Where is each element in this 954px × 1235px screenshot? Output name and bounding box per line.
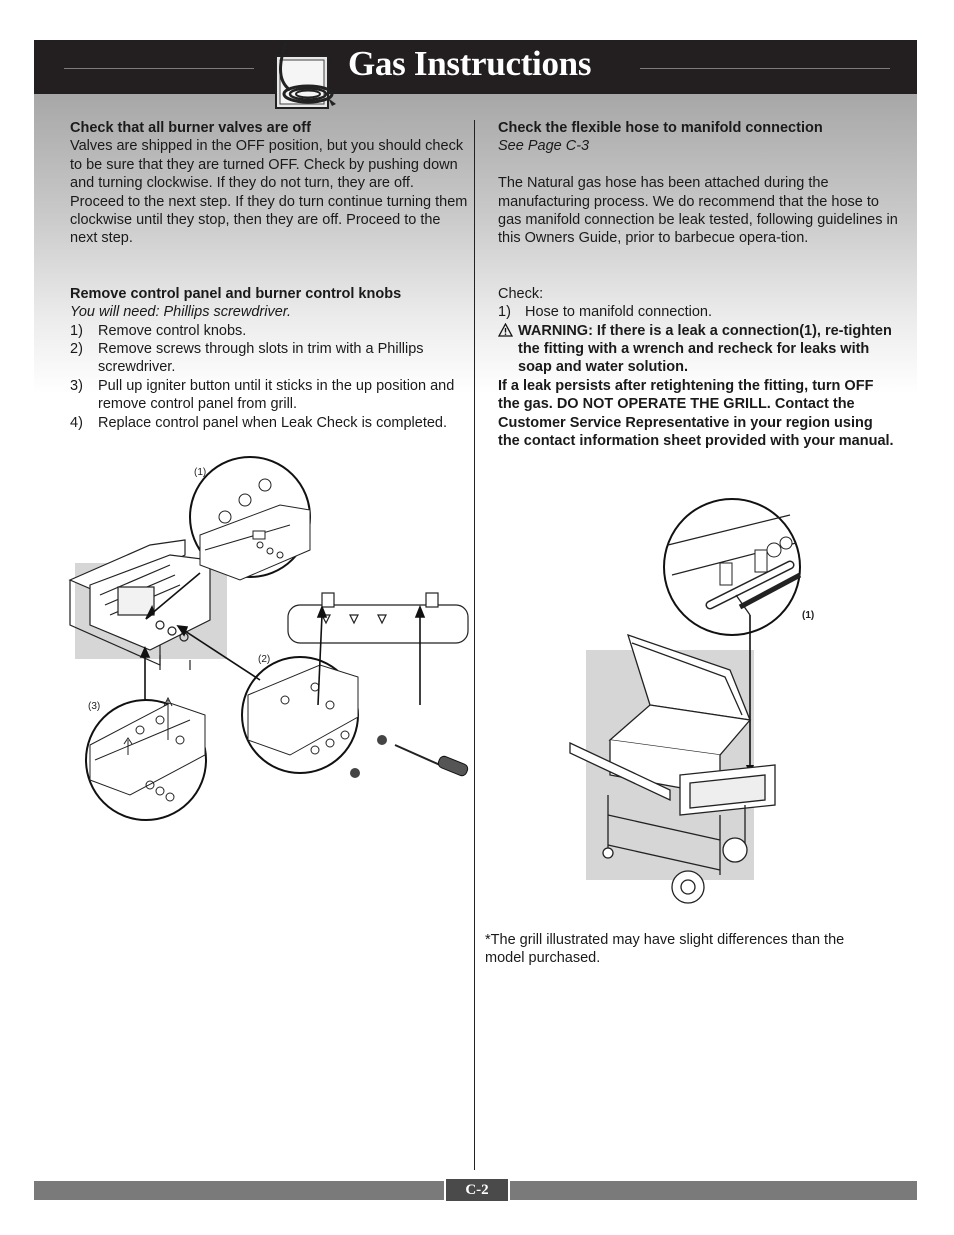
hose-connection-detail-circle <box>664 499 800 635</box>
section-title-burner-valves: Check that all burner valves are off <box>70 120 311 136</box>
control-panel-removal-illustration <box>60 455 475 850</box>
flexible-hose-body: The Natural gas hose has been attached during the manufacturing process. We do recommend that the hose to gas manifold connection be leak tested, following guidelines in this Owners Guide, prior to barbecue opera-tion. <box>498 175 898 247</box>
figure-label-2: (2) <box>258 654 271 665</box>
gas-hose-icon <box>272 40 342 112</box>
right-column <box>498 119 898 450</box>
burner-valves-body: Valves are shipped in the OFF position, but you should check to be sure that they are turned OFF. Check by pushing down and turning clockwise. If they do not turn, they are off. Proceed to the next step. If they do turn continue turning them clockwise until they stop, then they are off. Proceed to the next step. <box>70 138 468 247</box>
check-label: Check: <box>498 285 544 302</box>
section-title-control-panel: Remove control panel and burner control knobs <box>70 285 402 302</box>
detail-circle-1 <box>190 457 310 580</box>
control-panel-steps <box>70 322 470 432</box>
section-title-flexible-hose: Check the flexible hose to manifold connection <box>498 120 823 136</box>
warning-text: WARNING: If there is a leak a connection(1), re-tighten the fitting with a wrench and recheck for leaks with soap and water solution. <box>498 322 898 377</box>
detail-circle-2 <box>242 657 358 773</box>
list-item: 3) Pull up igniter button until it sticks in the up position and remove control panel from grill. <box>70 377 455 413</box>
detail-circle-3 <box>86 698 206 820</box>
footnote: *The grill illustrated may have slight differences than the model purchased. <box>485 932 845 967</box>
list-item: 4) Replace control panel when Leak Check is completed. <box>70 414 448 431</box>
leak-persists-text: If a leak persists after retightening the fitting, turn OFF the gas. DO NOT OPERATE THE GRILL. Contact the Customer Service Representative in your region using the contact information sheet provided with your manual. <box>498 377 894 450</box>
figure-label-hose: (1) <box>802 610 815 621</box>
list-item: 1) Hose to manifold connection. <box>498 304 712 321</box>
grill-hose-connection-illustration <box>560 495 850 910</box>
warning-triangle-icon <box>498 323 513 337</box>
figure-label-1: (1) <box>194 467 207 478</box>
footer-bar-right <box>510 1181 917 1200</box>
left-column <box>70 119 470 432</box>
header-rule-left <box>64 68 254 69</box>
page-title: Gas Instructions <box>348 44 592 83</box>
tools-needed: You will need: Phillips screwdriver. <box>70 304 292 321</box>
figure-label-3: (3) <box>88 701 101 712</box>
phillips-screwdriver-icon <box>350 735 469 778</box>
check-steps <box>498 303 898 321</box>
footer-bar-left <box>34 1181 444 1200</box>
control-panel-trim <box>288 593 468 643</box>
list-item: 2) Remove screws through slots in trim with a Phillips screwdriver. <box>70 341 424 376</box>
list-item: 1) Remove control knobs. <box>70 322 247 339</box>
header-rule-right <box>640 68 890 69</box>
see-page-reference: See Page C-3 <box>498 138 590 155</box>
page-number: C-2 <box>446 1179 508 1201</box>
